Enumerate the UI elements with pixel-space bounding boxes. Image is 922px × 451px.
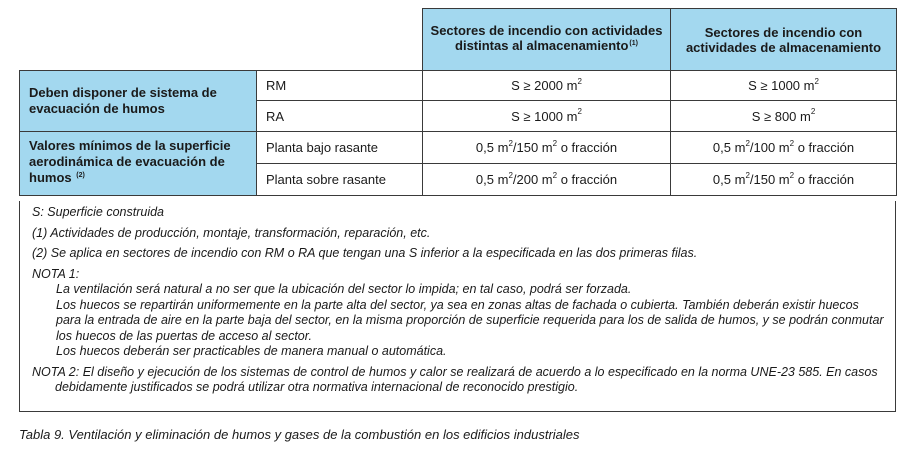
table-cell: S ≥ 1000 $m^2$ [671, 71, 897, 101]
row-footnote-mark: (2) [76, 172, 85, 179]
note-2: (2) Se aplica en sectores de incendio con RM o RA que tengan una S inferior a la especificada en las dos primeras filas. [32, 246, 698, 260]
note-s: S: Superficie construida [32, 205, 165, 219]
header-storage-sectors [671, 9, 897, 71]
header-non-storage-label: Sectores de incendio con actividades distintas al almacenamiento [430, 23, 663, 53]
table-cell: 0,5 $m^2/150$ $m^2$ o fracción [671, 164, 897, 196]
param-below-grade: Planta bajo rasante [257, 132, 423, 164]
table-cell: S ≥ 1000 $m^2$ [423, 101, 671, 132]
table-cell: 0,5 $m^2/100$ $m^2$ o fracción [671, 132, 897, 164]
table-cell: 0,5 $m^2/200$ $m^2$ o fracción [423, 164, 671, 196]
header-footnote-mark: (1) [629, 40, 638, 47]
nota-1-title: NOTA 1: [32, 266, 80, 281]
nota-2: NOTA 2: El diseño y ejecución de los sistemas de control de humos y calor se realizará de acuerdo a lo especificado en la norma UNE-23 585. En casos debidamente justificados se podrá utilizar otra normativa internacional de reconocido prestigio. [32, 364, 878, 394]
table-cell: 0,5 $m^2/150$ $m^2$ o fracción [423, 132, 671, 164]
nota-1-line-1: La ventilación será natural a no ser que la ubicación del sector lo impida; en tal caso, podrá ser forzada. [56, 282, 632, 296]
header-non-storage-sectors [423, 9, 671, 71]
param-rm: RM [257, 71, 423, 101]
row-group-minimum-values [20, 132, 257, 196]
row-group-must-have-system [20, 71, 257, 132]
table-cell: S ≥ 2000 $m^2$ [423, 71, 671, 101]
header-storage-label: Sectores de incendio con actividades de almacenamiento [685, 24, 882, 55]
note-1: (1) Actividades de producción, montaje, transformación, reparación, etc. [32, 225, 431, 240]
table-caption: Tabla 9. Ventilación y eliminación de humos y gases de la combustión en los edificios industriales [19, 427, 580, 442]
row-group-label: Deben disponer de sistema de evacuación de humos [29, 85, 217, 116]
table-cell: S ≥ 800 $m^2$ [671, 101, 897, 132]
param-above-grade: Planta sobre rasante [257, 164, 423, 196]
notes-box [19, 201, 896, 412]
row-group-label: Valores mínimos de la superficie aerodinámica de evacuación de humos [29, 138, 231, 185]
nota-1-line-3: Los huecos deberán ser practicables de manera manual o automática. [56, 344, 447, 358]
param-ra: RA [257, 101, 423, 132]
smoke-evacuation-table [19, 8, 897, 196]
nota-1-line-2: Los huecos se repartirán uniformemente en la parte alta del sector, ya sea en zonas altas de fachada o cubierta. También deberán existir huecos para la entrada de aire en la parte baja del sector, en la misma proporción de superficie requerida para los de salida de humos, y se podrán conmutar los huecos de las puertas de acceso al sector. [56, 297, 884, 343]
table-corner [20, 9, 423, 71]
